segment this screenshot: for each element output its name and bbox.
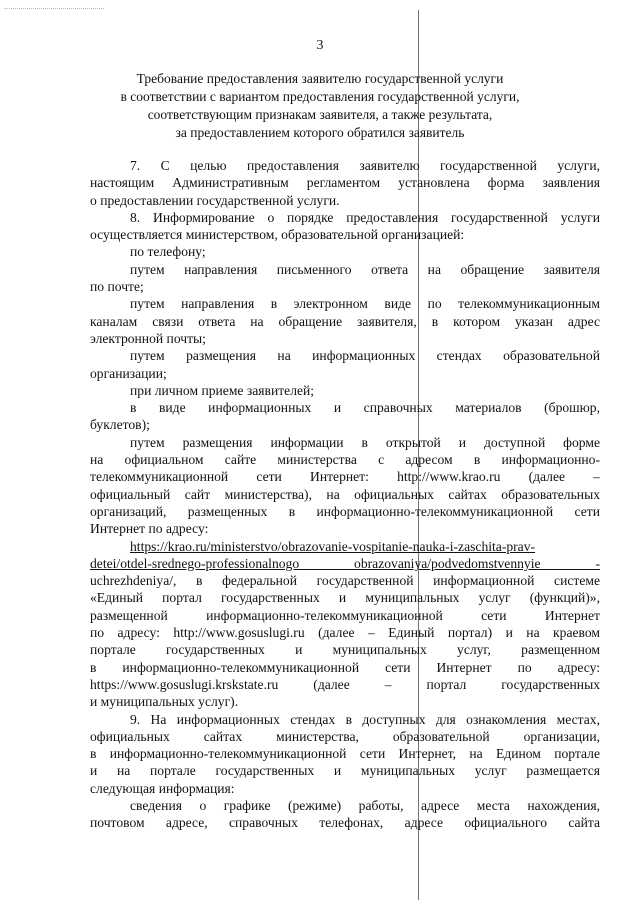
text-line: сведения о графике (режиме) работы, адресе места нахождения, [130,797,600,813]
text-line: и на портале государственных и муниципальных услуг размещается [90,763,600,779]
text-line: в информационно-телекоммуникационной сети Интернет по адресу: [90,659,600,675]
text-line: буклетов); [90,417,150,433]
text-line: путем размещения на информационных стендах образовательной [130,348,600,364]
text-line: uchrezhdeniya/, в федеральной государственной информационной системе [90,573,600,589]
text-line: 7. С целью предоставления заявителю государственной услуги, [130,158,600,173]
page-number: 3 [316,38,324,53]
text-line: почтовом адресе, справочных телефонах, адресе официального сайта [90,815,600,831]
text-line: телекоммуникационной сети Интернет: http://www.krao.ru (далее – [90,469,600,485]
text-line: https://www.gosuslugi.krskstate.ru (далее – портал государственных [90,676,600,692]
text-line: 9. На информационных стендах в доступных для ознакомления местах, [130,711,600,727]
text-line: официальных сайтах министерства, образовательной организации, [90,728,600,744]
text-line: «Единый портал государственных и муниципальных услуг (функций)», [90,590,600,606]
text-line: 8. Информирование о порядке предоставления государственной услуги [130,209,600,225]
text-line: электронной почты; [90,330,206,346]
heading-line: соответствующим признакам заявителя, а также результата, [147,107,493,122]
text-line: организации; [90,365,167,381]
text-line: о предоставлении государственной услуги. [90,192,340,208]
text-line: Интернет по адресу: [90,521,209,537]
text-line: в информационно-телекоммуникационной сети Интернет, на Едином портале [90,746,600,762]
url-link-line[interactable]: https://krao.ru/ministerstvo/obrazovanie-vospitanie-nauka-i-zaschita-prav- [130,538,536,554]
heading-line: в соответствии с вариантом предоставления государственной услуги, [120,89,520,104]
text-line: путем размещения информации в открытой и доступной форме [130,434,600,450]
text-line: на официальном сайте министерства с адресом в информационно- [90,452,600,468]
text-line: настоящим Административным регламентом установлена форма заявления [90,175,600,191]
heading-line: за предоставлением которого обратился заявитель [175,125,465,140]
text-line: следующая информация: [90,780,235,796]
text-line: в виде информационных и справочных материалов (брошюр, [130,400,600,416]
section-heading [70,70,570,142]
text-line: размещенной информационно-телекоммуникационной сети Интернет [90,607,600,623]
text-line: официальный сайт министерства), на официальных сайтах образовательных [90,486,600,502]
text-line: по адресу: http://www.gosuslugi.ru (далее – Единый портал) и на краевом [90,625,600,641]
text-line: при личном приеме заявителей; [130,382,315,398]
text-line: путем направления в электронном виде по телекоммуникационным [130,296,600,312]
text-line: осуществляется министерством, образовательной организацией: [90,227,465,243]
text-line: организаций, размещенных в информационно-телекоммуникационной сети [90,503,600,519]
text-line: путем направления письменного ответа на обращение заявителя [130,261,600,277]
heading-line: Требование предоставления заявителю государственной услуги [136,71,504,86]
url-link-line[interactable]: detei/otdel-srednego-professionalnogo obrazovaniya/podvedomstvennyie - [90,555,600,571]
text-line: по телефону; [130,244,206,260]
text-line: каналам связи ответа на обращение заявителя, в котором указан адрес [90,313,600,329]
text-line: и муниципальных услуг). [90,694,239,710]
text-line: портале государственных и муниципальных услуг, размещенном [90,642,600,658]
text-line: по почте; [90,279,144,295]
scan-artifact [4,8,104,12]
body-text [90,157,600,832]
